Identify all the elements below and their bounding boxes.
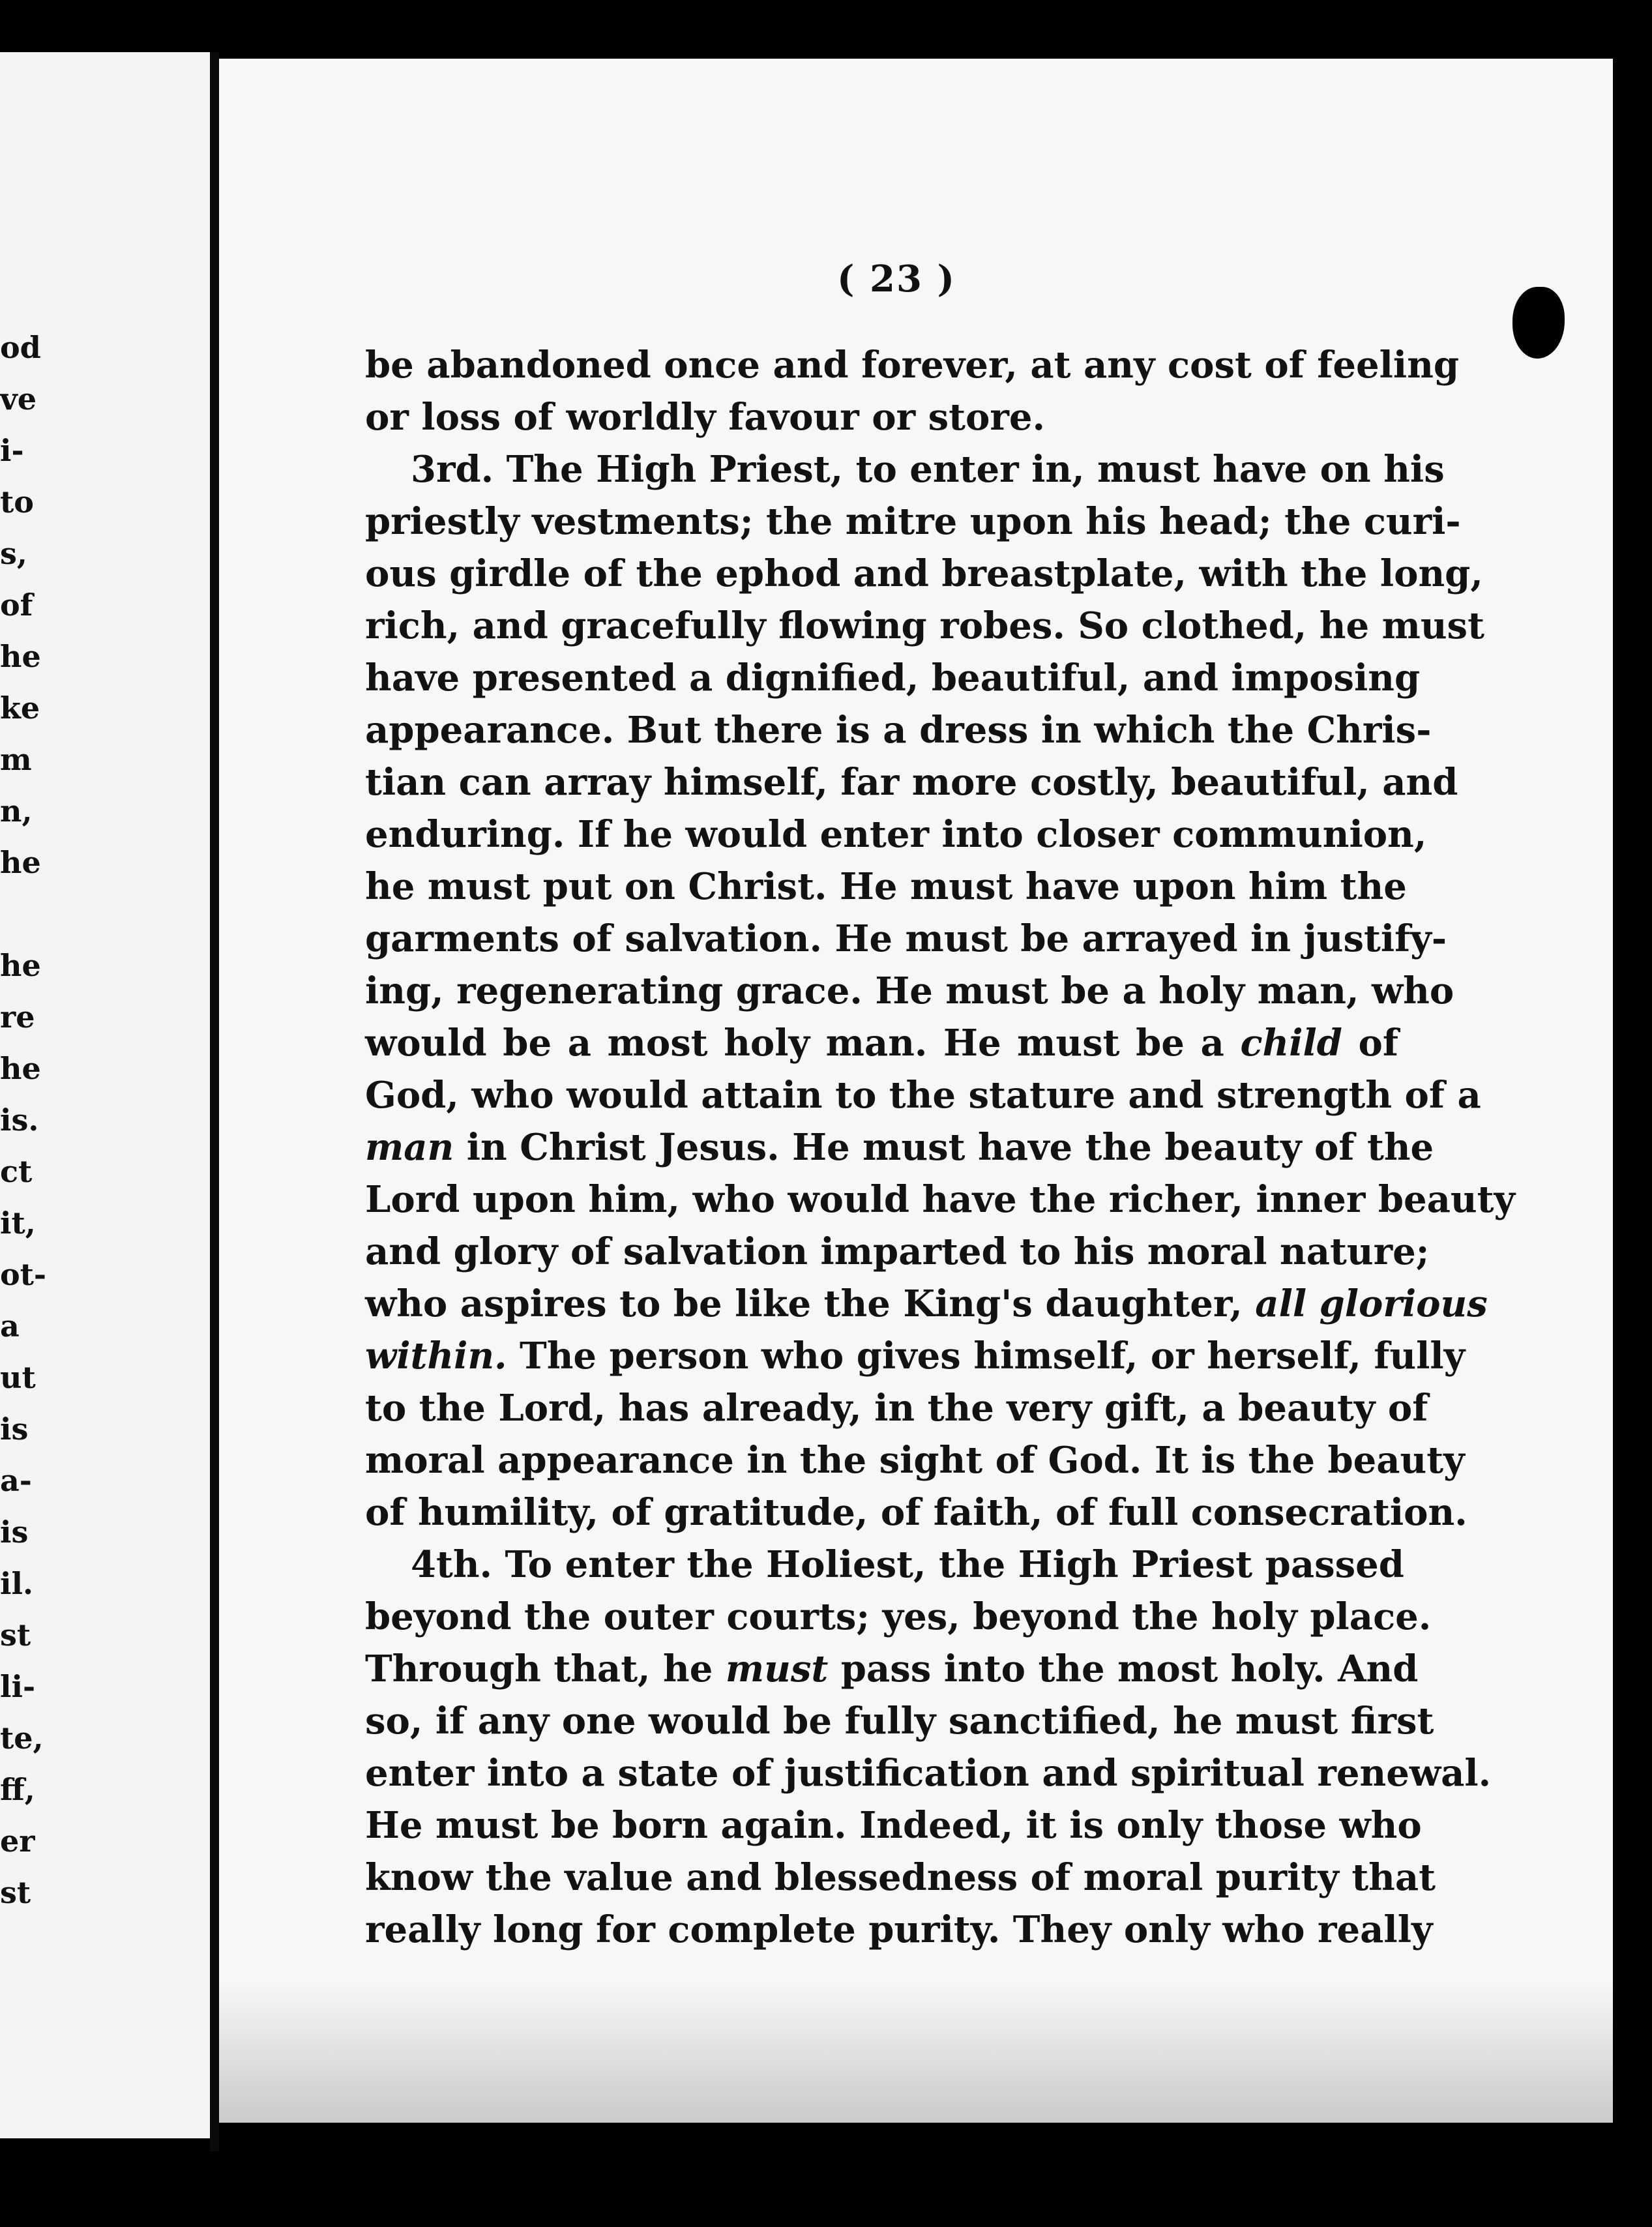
left-page-fragment: is. bbox=[0, 1102, 39, 1138]
italic-emphasis: child bbox=[1240, 1022, 1342, 1065]
text-line: so, if any one would be fully sanctified, he must first bbox=[365, 1700, 1434, 1743]
text-line: would be a most holy man. He must be a child of bbox=[365, 1022, 1398, 1065]
text-line: be abandoned once and forever, at any cost of feeling bbox=[365, 344, 1460, 387]
left-page-fragment: is bbox=[0, 1411, 29, 1447]
text-line: have presented a dignified, beautiful, and imposing bbox=[365, 656, 1421, 700]
italic-emphasis: man bbox=[365, 1126, 454, 1169]
left-page-fragment: il. bbox=[0, 1566, 33, 1601]
left-page-fragment: re bbox=[0, 999, 35, 1035]
left-page-fragment: er bbox=[0, 1823, 35, 1859]
text-line: of humility, of gratitude, of faith, of full consecration. bbox=[365, 1491, 1468, 1534]
left-page-fragment: ve bbox=[0, 381, 37, 417]
text-line: who aspires to be like the King's daughter, all glorious bbox=[365, 1282, 1488, 1325]
text-line: man in Christ Jesus. He must have the beauty of the bbox=[365, 1126, 1434, 1169]
left-page-fragment: s, bbox=[0, 536, 27, 571]
left-page-fragment: m bbox=[0, 742, 32, 777]
left-page-fragment: od bbox=[0, 330, 41, 365]
text-line: know the value and blessedness of moral purity that bbox=[365, 1856, 1436, 1899]
italic-emphasis: all glorious bbox=[1255, 1282, 1488, 1325]
text-line: 3rd. The High Priest, to enter in, must have on his bbox=[411, 448, 1445, 491]
text-line: rich, and gracefully flowing robes. So clothed, he must bbox=[365, 604, 1484, 647]
left-page-fragment: he bbox=[0, 639, 41, 674]
left-page-fragment: st bbox=[0, 1875, 31, 1910]
text-line: tian can array himself, far more costly, beautiful, and bbox=[365, 761, 1458, 804]
page-body-text bbox=[365, 339, 1516, 1956]
left-page-fragment: n, bbox=[0, 793, 33, 829]
left-page-fragment: st bbox=[0, 1617, 31, 1653]
left-page-fragment: i- bbox=[0, 433, 24, 468]
left-page-fragment: ut bbox=[0, 1360, 36, 1395]
left-page-fragment: ot- bbox=[0, 1257, 47, 1292]
left-page-fragment: ff, bbox=[0, 1772, 35, 1807]
text-line: beyond the outer courts; yes, beyond the holy place. bbox=[365, 1595, 1432, 1638]
text-line: priestly vestments; the mitre upon his head; the curi- bbox=[365, 500, 1461, 543]
italic-emphasis: must bbox=[725, 1647, 829, 1690]
text-line: ing, regenerating grace. He must be a holy man, who bbox=[365, 969, 1454, 1012]
left-page-fragment: to bbox=[0, 484, 34, 520]
text-line: within. The person who gives himself, or herself, fully bbox=[365, 1335, 1466, 1378]
left-page-fragment: is bbox=[0, 1514, 29, 1550]
text-line: ous girdle of the ephod and breastplate, with the long, bbox=[365, 552, 1483, 595]
left-page-fragment: ct bbox=[0, 1154, 33, 1189]
text-line: Lord upon him, who would have the richer, inner beauty bbox=[365, 1178, 1516, 1221]
text-line: and glory of salvation imparted to his moral nature; bbox=[365, 1230, 1430, 1273]
page-shadow bbox=[219, 1982, 1613, 2123]
left-page-fragment: he bbox=[0, 948, 41, 983]
text-line: he must put on Christ. He must have upon him the bbox=[365, 865, 1407, 908]
text-line: Through that, he must pass into the most holy. And bbox=[365, 1647, 1419, 1690]
text-line: or loss of worldly favour or store. bbox=[365, 396, 1045, 439]
left-page-fragment: he bbox=[0, 845, 41, 880]
left-page-fragment: te, bbox=[0, 1720, 44, 1756]
text-line: to the Lord, has already, in the very gift, a beauty of bbox=[365, 1387, 1428, 1430]
text-line: 4th. To enter the Holiest, the High Priest passed bbox=[411, 1543, 1404, 1586]
text-line: appearance. But there is a dress in which the Chris- bbox=[365, 709, 1432, 752]
text-line: enter into a state of justification and spiritual renewal. bbox=[365, 1752, 1492, 1795]
left-page-fragment: he bbox=[0, 1051, 41, 1086]
text-line: really long for complete purity. They only who really bbox=[365, 1908, 1433, 1951]
book-gutter bbox=[210, 52, 219, 2151]
left-page-fragment: a- bbox=[0, 1463, 32, 1498]
left-page-fragment: a bbox=[0, 1308, 20, 1344]
text-line: enduring. If he would enter into closer communion, bbox=[365, 813, 1427, 856]
left-page-fragment: li- bbox=[0, 1669, 36, 1704]
text-line: He must be born again. Indeed, it is only those who bbox=[365, 1804, 1422, 1847]
text-line: garments of salvation. He must be arrayed in justify- bbox=[365, 917, 1447, 960]
left-page-fragment: of bbox=[0, 587, 33, 623]
italic-emphasis: within. bbox=[365, 1335, 507, 1378]
left-page-fragment: it, bbox=[0, 1205, 36, 1241]
left-facing-page bbox=[0, 52, 210, 2138]
page-number: ( 23 ) bbox=[837, 258, 956, 301]
text-line: God, who would attain to the stature and strength of a bbox=[365, 1074, 1481, 1117]
left-page-fragment: ke bbox=[0, 690, 40, 726]
text-line: moral appearance in the sight of God. It is the beauty bbox=[365, 1439, 1465, 1482]
